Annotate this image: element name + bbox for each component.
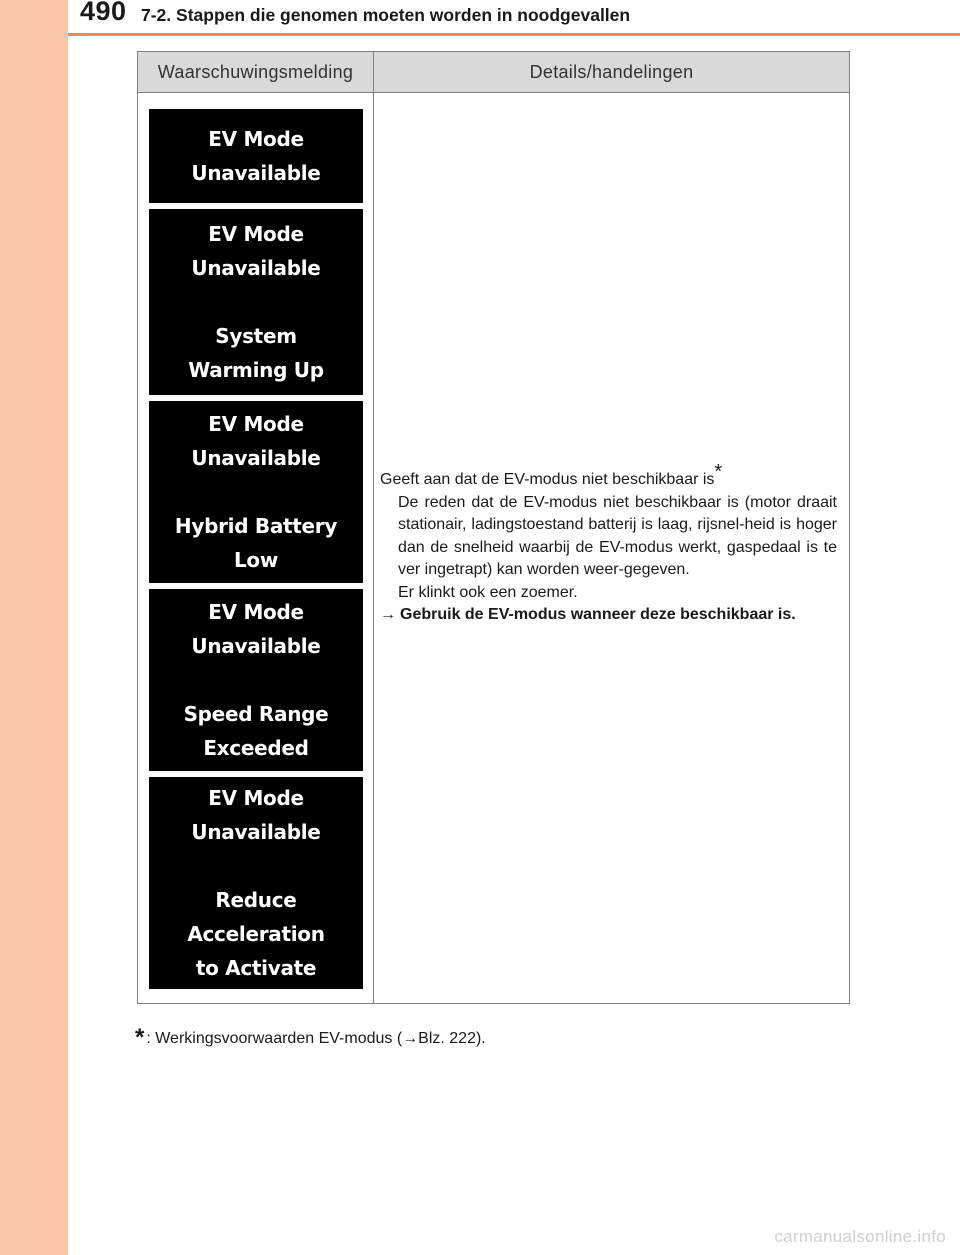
- display-line: Hybrid Battery: [174, 514, 338, 538]
- details-action-text: Gebruik de EV-modus wanneer deze beschikbaar is.: [400, 606, 796, 624]
- details-action: [380, 604, 837, 627]
- page-number: 490: [80, 0, 127, 26]
- watermark: carmanualsonline.info: [774, 1227, 946, 1246]
- details-reason: De reden dat de EV-modus niet beschikbaar is (motor draait stationair, ladingstoestand batterij is laag, rijsnel-heid is hoger dan de snelheid waarbij de EV-modus werkt, gaspedaal is te ver ingetrapt) kan worden weer-gegeven.: [398, 493, 837, 579]
- display-line: Exceeded: [203, 736, 309, 760]
- display-line: Speed Range: [183, 702, 329, 726]
- column-header-details: Details/handelingen: [374, 52, 850, 93]
- display-line: EV Mode: [208, 412, 304, 436]
- display-line: EV Mode: [208, 222, 304, 246]
- footnote: [135, 1024, 486, 1052]
- display-line: Unavailable: [191, 446, 321, 470]
- display-line: Warming Up: [188, 358, 324, 382]
- display-line: EV Mode: [208, 786, 304, 810]
- display-line: Unavailable: [191, 161, 321, 185]
- display-hybrid-battery-low: [149, 401, 363, 583]
- display-ev-mode-unavailable: [149, 109, 363, 203]
- footnote-marker: *: [135, 1024, 145, 1051]
- display-line: Acceleration: [187, 922, 325, 946]
- display-reduce-acceleration: [149, 777, 363, 989]
- footnote-marker: *: [714, 461, 723, 484]
- side-color-band: [0, 0, 68, 1255]
- display-line: Unavailable: [191, 820, 321, 844]
- display-speed-range-exceeded: [149, 589, 363, 771]
- display-line: EV Mode: [208, 600, 304, 624]
- display-line: EV Mode: [208, 127, 304, 151]
- warning-displays-cell: [138, 93, 374, 1004]
- display-line: Reduce: [215, 888, 297, 912]
- display-line: to Activate: [195, 956, 317, 980]
- details-buzzer: Er klinkt ook een zoemer.: [398, 583, 578, 601]
- display-line: System: [215, 324, 297, 348]
- page-header: [0, 0, 960, 34]
- display-system-warming-up: [149, 209, 363, 395]
- arrow-icon: →: [380, 606, 396, 624]
- warning-table: [137, 51, 850, 1004]
- column-header-warning: Waarschuwingsmelding: [138, 52, 374, 93]
- header-rule: [68, 33, 960, 36]
- display-line: Low: [233, 548, 279, 572]
- section-title: 7-2. Stappen die genomen moeten worden in noodgevallen: [141, 5, 631, 25]
- display-line: Unavailable: [191, 256, 321, 280]
- details-lead-text: Geeft aan dat de EV-modus niet beschikbaar is: [380, 471, 715, 489]
- details-lead: [380, 461, 837, 492]
- details-cell: [374, 93, 850, 1004]
- footnote-text: : Werkingsvoorwaarden EV-modus (→Blz. 222).: [146, 1030, 486, 1047]
- details-text: [380, 461, 837, 627]
- display-line: Unavailable: [191, 634, 321, 658]
